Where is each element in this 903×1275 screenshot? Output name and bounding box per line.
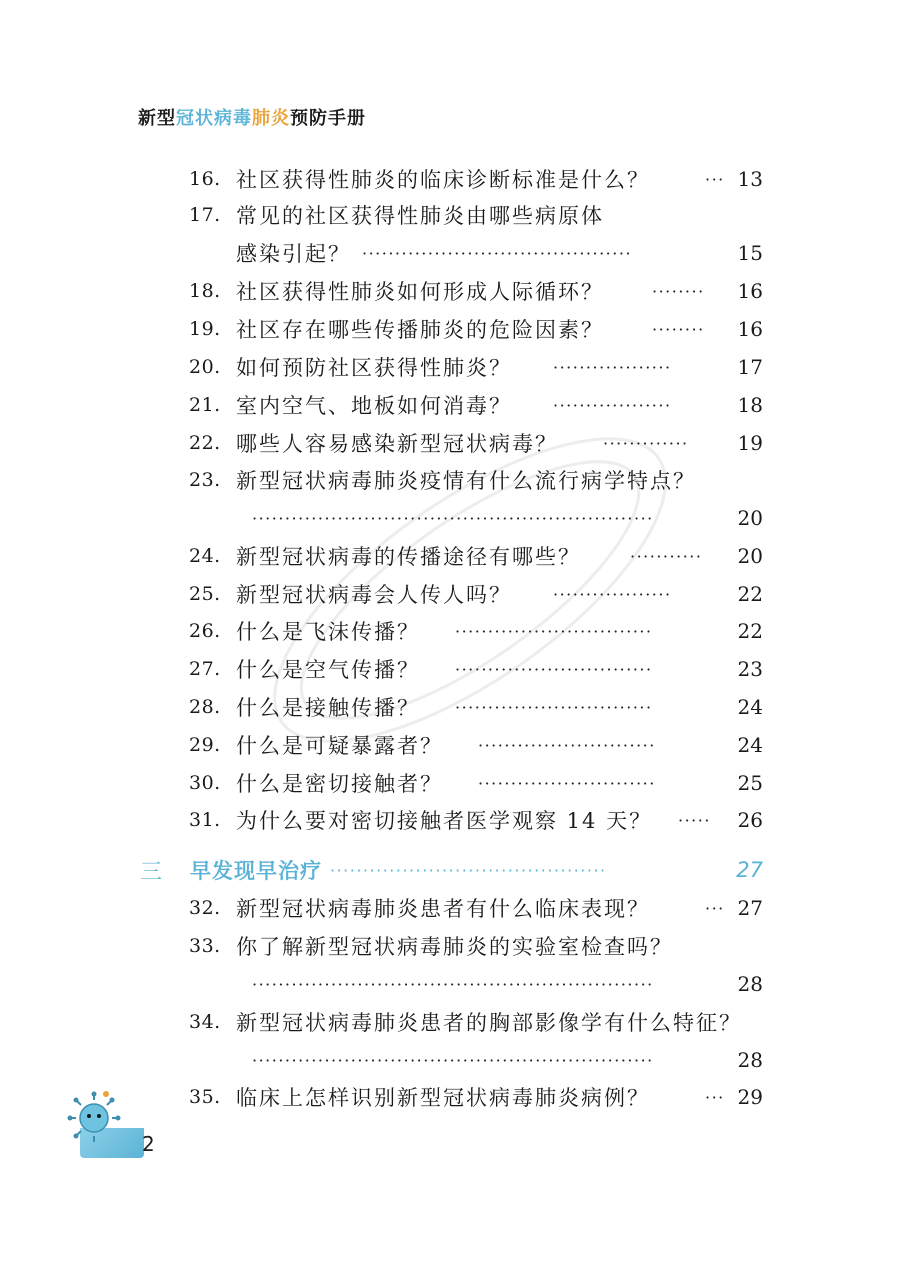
leader-dots: ·················· (553, 357, 672, 377)
entry-title-continued: 感染引起？ (236, 242, 351, 266)
entry-title: 新型冠状病毒肺炎患者有什么临床表现？ (236, 897, 650, 921)
entry-page: 20 (737, 544, 763, 568)
toc-entry[interactable] (0, 652, 903, 686)
toc-entry[interactable] (0, 891, 903, 925)
toc-entry[interactable] (0, 1005, 903, 1039)
entry-title: 什么是飞沫传播？ (236, 620, 420, 644)
leader-dots: ············· (603, 433, 689, 453)
leader-dots: ··· (705, 898, 725, 918)
toc-entry[interactable] (0, 198, 903, 232)
entry-title: 什么是密切接触者？ (236, 772, 443, 796)
entry-page: 24 (737, 733, 763, 757)
leader-dots: ··· (705, 169, 725, 189)
entry-title: 新型冠状病毒肺炎疫情有什么流行病学特点？ (236, 469, 696, 493)
entry-title: 什么是接触传播？ (236, 696, 420, 720)
leader-dots: ······························ (455, 621, 653, 641)
leader-dots: ····························································· (252, 974, 654, 994)
entry-title: 如何预防社区获得性肺炎？ (236, 356, 512, 380)
entry-number: 21. (189, 394, 221, 416)
leader-dots: ········································· (362, 243, 633, 263)
leader-dots: ··········· (630, 546, 703, 566)
section-number: 三 (140, 859, 163, 885)
leader-dots: ··························· (478, 773, 656, 793)
toc-entry[interactable] (0, 766, 903, 800)
entry-number: 33. (189, 935, 221, 957)
entry-number: 31. (189, 809, 221, 831)
entry-number: 29. (189, 734, 221, 756)
entry-title: 常见的社区获得性肺炎由哪些病原体 (236, 204, 604, 228)
entry-title: 社区存在哪些传播肺炎的危险因素？ (236, 318, 604, 342)
header-part3: 肺炎 (252, 108, 290, 129)
entry-page: 26 (737, 808, 763, 832)
entry-number: 23. (189, 469, 221, 491)
entry-title: 新型冠状病毒会人传人吗？ (236, 583, 512, 607)
entry-page: 24 (737, 695, 763, 719)
toc-entry-continuation[interactable] (0, 1043, 903, 1077)
entry-title: 为什么要对密切接触者医学观察 14 天？ (236, 809, 653, 833)
entry-title: 哪些人容易感染新型冠状病毒？ (236, 432, 558, 456)
header-part4: 预防手册 (290, 108, 366, 129)
entry-title: 新型冠状病毒的传播途径有哪些？ (236, 545, 581, 569)
page-number: 2 (142, 1132, 155, 1156)
toc-entry[interactable] (0, 274, 903, 308)
entry-page: 22 (737, 582, 763, 606)
toc-entry[interactable] (0, 426, 903, 460)
leader-dots: ····························································· (252, 508, 654, 528)
entry-number: 20. (189, 356, 221, 378)
entry-title: 社区获得性肺炎如何形成人际循环？ (236, 280, 604, 304)
toc-entry[interactable] (0, 728, 903, 762)
entry-number: 24. (189, 545, 221, 567)
toc-entry[interactable] (0, 690, 903, 724)
entry-number: 19. (189, 318, 221, 340)
toc-entry[interactable] (0, 350, 903, 384)
toc-entry-continuation[interactable] (0, 236, 903, 270)
entry-page: 18 (737, 393, 763, 417)
entry-page: 28 (737, 972, 763, 996)
leader-dots: ····· (678, 810, 711, 830)
toc-entry[interactable] (0, 577, 903, 611)
leader-dots: ········ (652, 281, 705, 301)
leader-dots: ········ (652, 319, 705, 339)
entry-title: 你了解新型冠状病毒肺炎的实验室检查吗？ (236, 935, 673, 959)
entry-page: 20 (737, 506, 763, 530)
leader-dots: ·········································· (330, 860, 607, 880)
toc-entry[interactable] (0, 312, 903, 346)
leader-dots: ··························· (478, 735, 656, 755)
entry-page: 28 (737, 1048, 763, 1072)
entry-title: 什么是空气传播？ (236, 658, 420, 682)
entry-title: 社区获得性肺炎的临床诊断标准是什么？ (236, 168, 650, 192)
entry-number: 18. (189, 280, 221, 302)
entry-page: 25 (737, 771, 763, 795)
entry-page: 19 (737, 431, 763, 455)
entry-number: 34. (189, 1011, 221, 1033)
entry-number: 27. (189, 658, 221, 680)
toc-entry[interactable] (0, 614, 903, 648)
entry-page: 27 (737, 896, 763, 920)
toc-entry-continuation[interactable] (0, 501, 903, 535)
toc-entry[interactable] (0, 539, 903, 573)
entry-page: 29 (737, 1085, 763, 1109)
section-title: 早发现早治疗 (190, 859, 322, 883)
toc-entry[interactable] (0, 803, 903, 837)
toc-entry[interactable] (0, 162, 903, 196)
header-part2: 冠状病毒 (176, 108, 252, 129)
toc-entry[interactable] (0, 929, 903, 963)
entry-number: 30. (189, 772, 221, 794)
entry-title: 什么是可疑暴露者？ (236, 734, 443, 758)
leader-dots: ······························ (455, 659, 653, 679)
entry-page: 16 (737, 317, 763, 341)
entry-page: 13 (737, 167, 763, 191)
toc-entry-continuation[interactable] (0, 967, 903, 1001)
entry-number: 26. (189, 620, 221, 642)
header-part1: 新型 (138, 108, 176, 129)
entry-page: 17 (737, 355, 763, 379)
leader-dots: ·················· (553, 395, 672, 415)
leader-dots: ······························ (455, 697, 653, 717)
entry-page: 22 (737, 619, 763, 643)
leader-dots: ·················· (553, 584, 672, 604)
entry-number: 17. (189, 204, 221, 226)
entry-number: 16. (189, 168, 221, 190)
entry-page: 16 (737, 279, 763, 303)
entry-title: 新型冠状病毒肺炎患者的胸部影像学有什么特征？ (236, 1011, 742, 1035)
virus-icon (66, 1090, 146, 1160)
entry-page: 23 (737, 657, 763, 681)
entry-title: 临床上怎样识别新型冠状病毒肺炎病例？ (236, 1086, 650, 1110)
entry-page: 15 (737, 241, 763, 265)
leader-dots: ····························································· (252, 1050, 654, 1070)
toc-entry[interactable] (0, 388, 903, 422)
section-heading[interactable] (0, 853, 903, 887)
section-page: 27 (736, 858, 763, 882)
entry-number: 22. (189, 432, 221, 454)
entry-number: 28. (189, 696, 221, 718)
entry-number: 35. (189, 1086, 221, 1108)
entry-title: 室内空气、地板如何消毒？ (236, 394, 512, 418)
entry-number: 32. (189, 897, 221, 919)
entry-number: 25. (189, 583, 221, 605)
toc-entry[interactable] (0, 463, 903, 497)
leader-dots: ··· (705, 1087, 725, 1107)
